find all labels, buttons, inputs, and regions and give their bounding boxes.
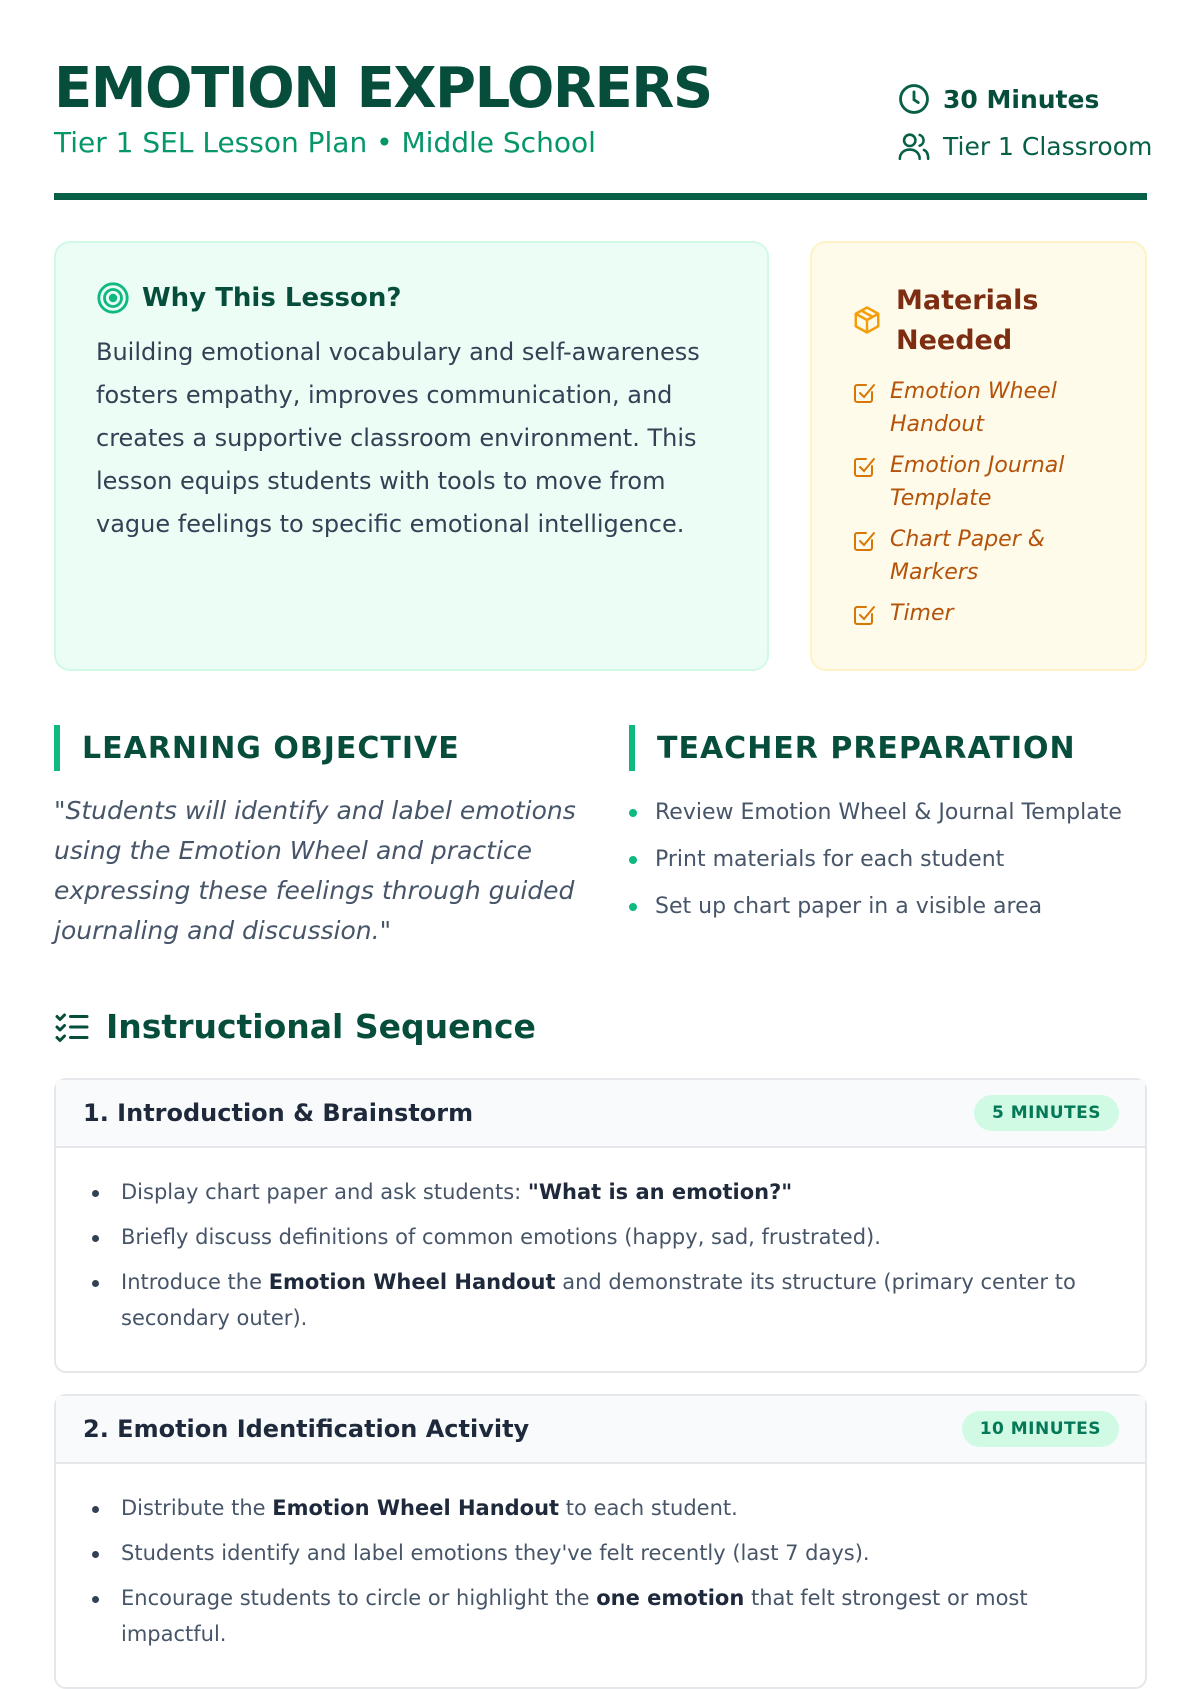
step-body bbox=[56, 1464, 1145, 1687]
teacher-prep-section bbox=[629, 725, 1147, 930]
checklist-icon bbox=[54, 1009, 90, 1045]
step-header bbox=[56, 1396, 1145, 1464]
bullet-dot bbox=[629, 809, 637, 817]
materials-item bbox=[852, 375, 1115, 441]
materials-item bbox=[852, 449, 1115, 515]
bullet-dot bbox=[92, 1551, 99, 1558]
setting-label: Tier 1 Classroom bbox=[943, 131, 1153, 161]
checkbox-icon bbox=[852, 455, 876, 479]
page-subtitle: Tier 1 SEL Lesson Plan • Middle School bbox=[54, 126, 596, 159]
setting-row bbox=[897, 129, 1153, 163]
why-body: Building emotional vocabulary and self-awareness fosters empathy, improves communication, and creates a supportive classroom environment. This lesson equips students with tools to move from vague feelings to specific emotional intelligence. bbox=[96, 338, 700, 538]
step-header bbox=[56, 1080, 1145, 1148]
why-header bbox=[96, 281, 727, 315]
step-title: 1. Introduction & Brainstorm bbox=[83, 1099, 474, 1127]
lesson-meta bbox=[897, 82, 1153, 176]
step-bullet bbox=[86, 1174, 1115, 1210]
step-bullet-text: Introduce the Emotion Wheel Handout and demonstrate its structure (primary center to secondary outer). bbox=[121, 1270, 1076, 1330]
bullet-dot bbox=[92, 1506, 99, 1513]
step-bullet bbox=[86, 1264, 1115, 1336]
objective-title: LEARNING OBJECTIVE bbox=[82, 730, 460, 766]
materials-list bbox=[852, 375, 1115, 630]
why-card bbox=[54, 241, 769, 671]
prep-item bbox=[629, 789, 1147, 836]
checkbox-icon bbox=[852, 529, 876, 553]
section-accent-bar bbox=[54, 725, 60, 771]
prep-title: TEACHER PREPARATION bbox=[657, 730, 1076, 766]
page-title: EMOTION EXPLORERS bbox=[54, 56, 712, 121]
materials-item-label: Emotion Journal Template bbox=[890, 453, 1065, 511]
checkbox-icon bbox=[852, 603, 876, 627]
objective-text: "Students will identify and label emotions using the Emotion Wheel and practice expressing these feelings through guided journaling and discussion." bbox=[54, 796, 576, 945]
step-bullet bbox=[86, 1219, 1115, 1255]
clock-icon bbox=[897, 82, 931, 116]
bullet-dot bbox=[92, 1596, 99, 1603]
learning-objective-section bbox=[54, 725, 594, 951]
step-title: 2. Emotion Identification Activity bbox=[83, 1415, 530, 1443]
header bbox=[54, 0, 1153, 200]
step-bullet bbox=[86, 1535, 1115, 1571]
step-bullet-text: Encourage students to circle or highlight the one emotion that felt strongest or most impactful. bbox=[121, 1586, 1028, 1646]
materials-item-label: Chart Paper & Markers bbox=[890, 527, 1045, 585]
prep-list bbox=[629, 789, 1147, 930]
materials-header bbox=[852, 281, 1115, 361]
prep-item-label: Print materials for each student bbox=[655, 847, 1005, 872]
why-title: Why This Lesson? bbox=[142, 283, 402, 313]
step-body bbox=[56, 1148, 1145, 1371]
materials-item bbox=[852, 597, 1115, 630]
materials-item bbox=[852, 523, 1115, 589]
section-accent-bar bbox=[629, 725, 635, 771]
step-bullet-text: Briefly discuss definitions of common emotions (happy, sad, frustrated). bbox=[121, 1225, 881, 1249]
duration-label: 30 Minutes bbox=[943, 84, 1100, 114]
target-icon bbox=[96, 281, 130, 315]
sequence-header bbox=[54, 1007, 536, 1046]
materials-card bbox=[810, 241, 1147, 671]
lesson-plan-page bbox=[54, 0, 1153, 1646]
step-duration-badge: 5 MINUTES bbox=[974, 1095, 1119, 1131]
materials-item-label: Emotion Wheel Handout bbox=[890, 379, 1057, 437]
step-bullet-text: Distribute the Emotion Wheel Handout to each student. bbox=[121, 1496, 738, 1520]
prep-item-label: Set up chart paper in a visible area bbox=[655, 894, 1043, 919]
step-bullet bbox=[86, 1490, 1115, 1526]
step-bullet-text: Display chart paper and ask students: "What is an emotion?" bbox=[121, 1180, 793, 1204]
objective-header bbox=[54, 725, 594, 771]
step-bullet-text: Students identify and label emotions they've felt recently (last 7 days). bbox=[121, 1541, 870, 1565]
bullet-dot bbox=[92, 1235, 99, 1242]
bullet-dot bbox=[92, 1280, 99, 1287]
sequence-title: Instructional Sequence bbox=[106, 1007, 536, 1046]
package-icon bbox=[852, 305, 882, 335]
duration-row bbox=[897, 82, 1147, 116]
step-duration-badge: 10 MINUTES bbox=[962, 1411, 1119, 1447]
header-divider bbox=[54, 193, 1147, 200]
bullet-dot bbox=[629, 903, 637, 911]
prep-header bbox=[629, 725, 1147, 771]
materials-item-label: Timer bbox=[890, 601, 954, 626]
prep-item-label: Review Emotion Wheel & Journal Template bbox=[655, 800, 1122, 825]
checkbox-icon bbox=[852, 381, 876, 405]
bullet-dot bbox=[629, 856, 637, 864]
sequence-step bbox=[54, 1394, 1147, 1689]
users-icon bbox=[897, 129, 931, 163]
prep-item bbox=[629, 883, 1147, 930]
prep-item bbox=[629, 836, 1147, 883]
materials-title: Materials Needed bbox=[896, 285, 1039, 356]
sequence-step bbox=[54, 1078, 1147, 1373]
bullet-dot bbox=[92, 1190, 99, 1197]
step-bullet bbox=[86, 1580, 1115, 1652]
